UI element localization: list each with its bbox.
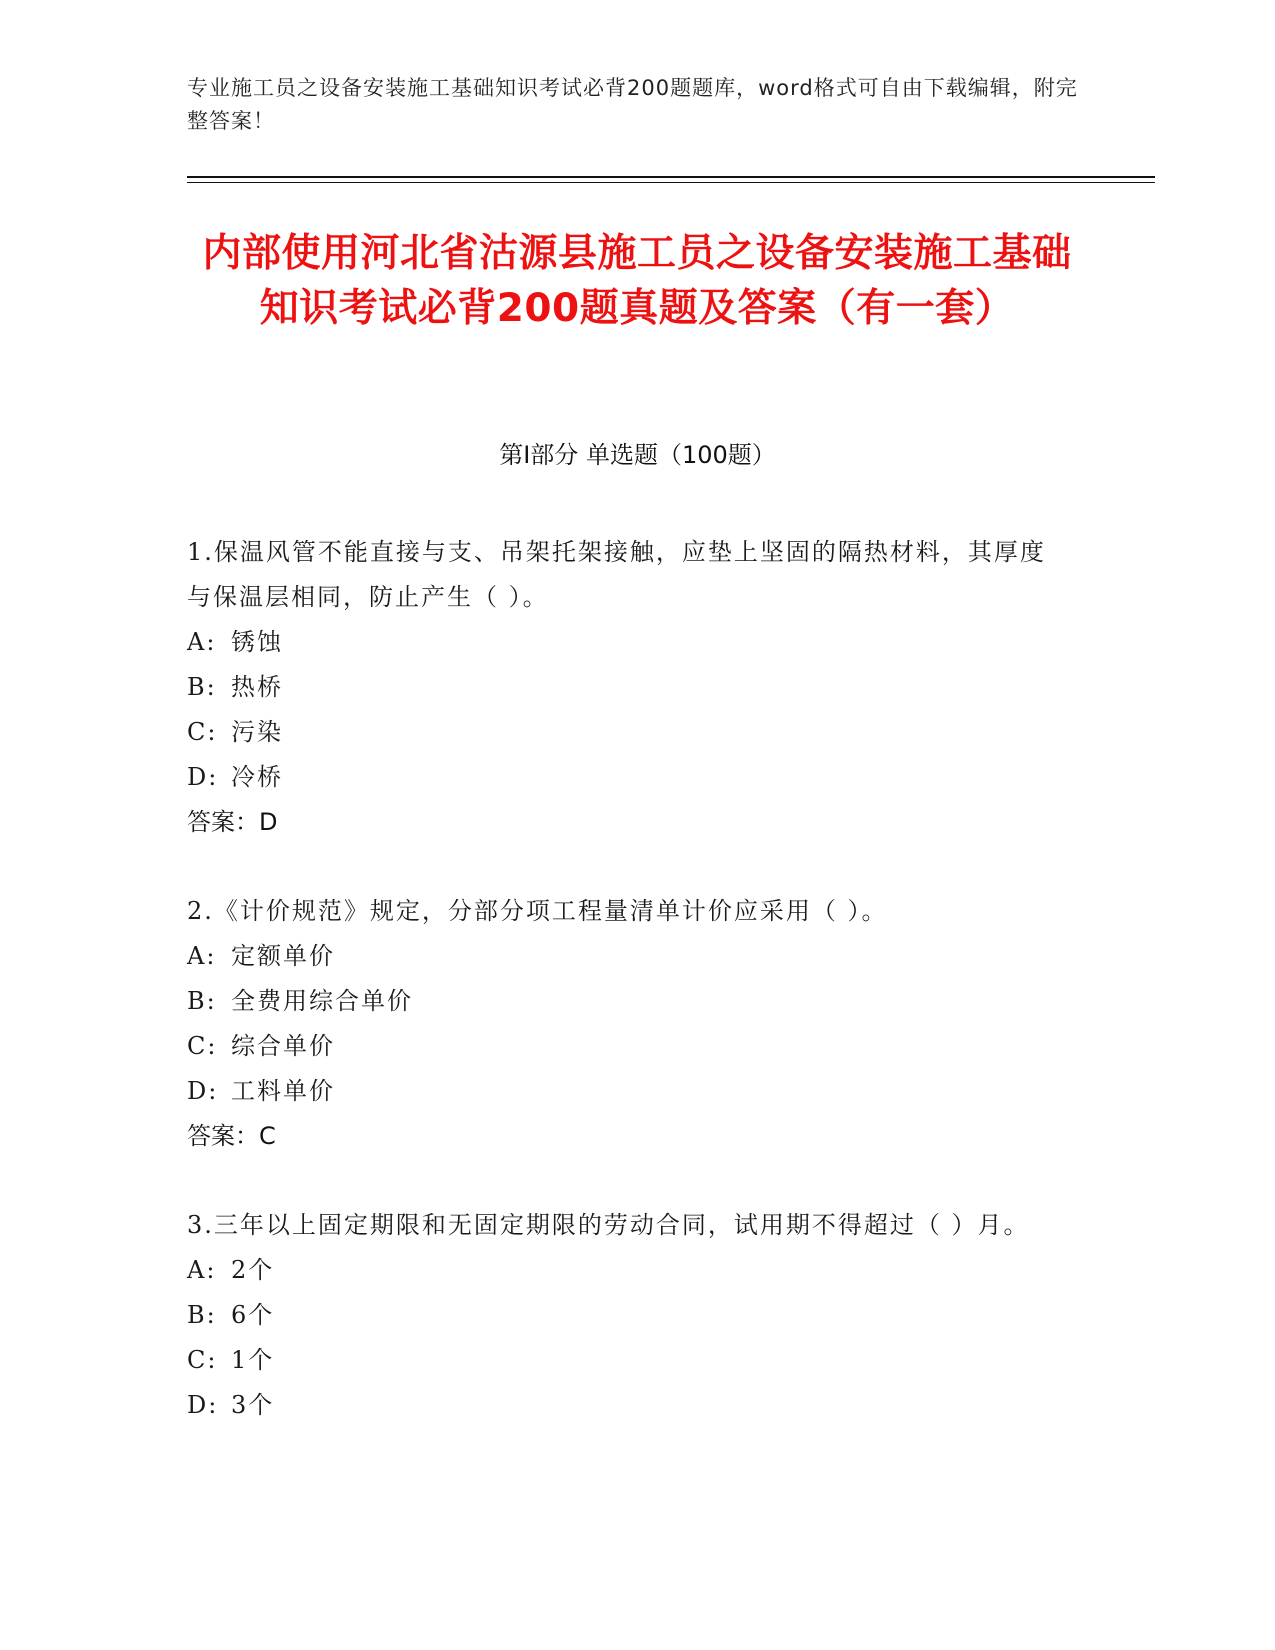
option-a [187,620,1067,665]
option-text: 定额单价 [231,942,335,970]
header-note: 专业施工员之设备安装施工基础知识考试必背200题题库，word格式可自由下载编辑，附完整答案！ [187,76,1078,133]
option-text: 3个 [231,1391,275,1419]
option-c [187,1024,1067,1069]
option-text: 综合单价 [231,1032,335,1060]
option-letter: D: [187,763,219,791]
option-letter: C: [187,718,218,746]
option-a [187,934,1067,979]
section-title: 第Ⅰ部分 单选题（100题） [499,441,776,469]
option-text: 2个 [231,1256,275,1284]
header-divider-thin [187,182,1155,183]
option-letter: C: [187,1032,218,1060]
document-title: 内部使用河北省沽源县施工员之设备安装施工基础知识考试必背200题真题及答案（有一套） [202,231,1072,331]
option-b [187,979,1067,1024]
option-d [187,1069,1067,1114]
question-2 [187,889,1067,1159]
option-letter: B: [187,987,217,1015]
option-letter: A: [187,942,217,970]
option-b [187,1293,1067,1338]
option-text: 污染 [231,718,283,746]
option-text: 锈蚀 [231,628,283,656]
option-b [187,665,1067,710]
question-list [187,530,1067,1472]
option-letter: D: [187,1391,219,1419]
option-letter: B: [187,1301,217,1329]
option-text: 工料单价 [231,1077,335,1105]
question-stem: 1.保温风管不能直接与支、吊架托架接触，应垫上坚固的隔热材料，其厚度与保温层相同，防止产生（ ）。 [187,538,1046,611]
option-d [187,1383,1067,1428]
question-3 [187,1203,1067,1428]
option-text: 6个 [231,1301,275,1329]
option-letter: B: [187,673,217,701]
option-text: 热桥 [231,673,283,701]
option-letter: C: [187,1346,218,1374]
question-1 [187,530,1067,845]
question-stem: 2.《计价规范》规定，分部分项工程量清单计价应采用（ ）。 [187,897,888,925]
answer-line: 答案：D [187,808,278,836]
option-c [187,1338,1067,1383]
option-d [187,755,1067,800]
option-letter: A: [187,628,217,656]
option-letter: D: [187,1077,219,1105]
option-letter: A: [187,1256,217,1284]
option-text: 全费用综合单价 [231,987,413,1015]
answer-line: 答案：C [187,1122,276,1150]
option-text: 1个 [231,1346,275,1374]
option-a [187,1248,1067,1293]
option-text: 冷桥 [231,763,283,791]
option-c [187,710,1067,755]
header-divider-thick [187,176,1155,178]
question-stem: 3.三年以上固定期限和无固定期限的劳动合同，试用期不得超过（ ）月。 [187,1211,1030,1239]
